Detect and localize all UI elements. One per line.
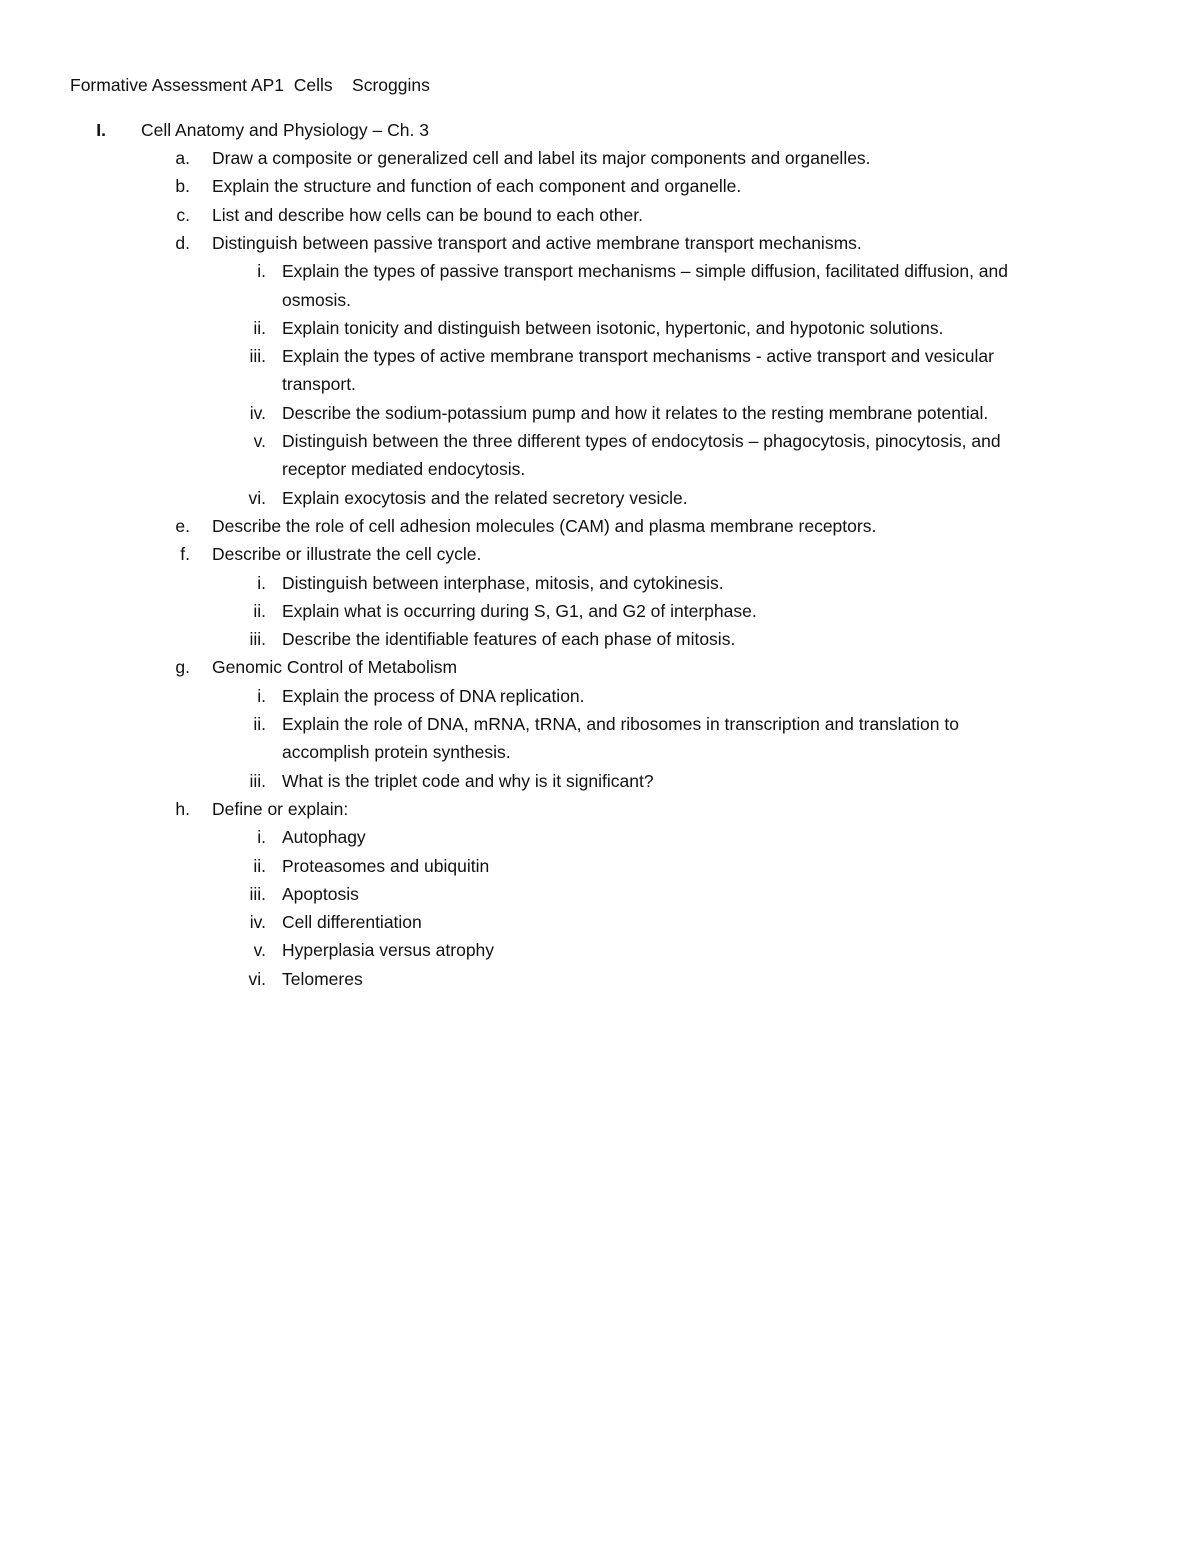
section-title: Cell Anatomy and Physiology – Ch. 3 — [141, 120, 429, 140]
list-item-text: Distinguish between interphase, mitosis, and cytokinesis. — [282, 572, 724, 593]
list-item-marker: iii. — [249, 883, 266, 904]
list-item-text: Hyperplasia versus atrophy — [282, 940, 495, 961]
list-item-marker: i. — [257, 685, 266, 706]
list-item-marker: f. — [180, 544, 190, 565]
list-item-text: Describe the identifiable features of each phase of mitosis. — [282, 629, 736, 650]
list-item-text: Explain the types of active membrane transport mechanisms - active transport and vesicular — [282, 346, 994, 367]
list-item — [0, 657, 1200, 685]
list-item — [0, 601, 1200, 629]
list-item — [0, 403, 1200, 431]
list-item — [0, 488, 1200, 516]
list-item-text: Explain the process of DNA replication. — [282, 685, 585, 706]
list-item-marker: h. — [175, 798, 190, 819]
list-item — [0, 686, 1200, 714]
list-item-marker: iii. — [249, 346, 266, 367]
list-item-text: Explain exocytosis and the related secretory vesicle. — [282, 487, 688, 508]
document-title: Formative Assessment AP1 Cells Scroggins — [70, 75, 430, 95]
list-item — [0, 940, 1200, 968]
list-item-marker: iv. — [249, 402, 266, 423]
list-item-text: receptor mediated endocytosis. — [282, 459, 526, 480]
list-item-marker: ii. — [253, 714, 266, 734]
list-item-text: Define or explain: — [212, 798, 349, 819]
list-item-text: Telomeres — [282, 968, 363, 989]
list-item-text: Explain the structure and function of each component and organelle. — [212, 176, 742, 197]
list-item-marker: i. — [257, 827, 266, 848]
list-item-text: Describe or illustrate the cell cycle. — [212, 544, 482, 565]
list-item-continuation — [0, 290, 1200, 318]
list-item — [0, 969, 1200, 997]
list-item-marker: ii. — [253, 317, 266, 338]
list-item-marker: g. — [175, 657, 190, 678]
list-item-text: Explain the types of passive transport mechanisms – simple diffusion, facilitated diffusion, and — [282, 261, 1008, 282]
list-item — [0, 799, 1200, 827]
list-item — [0, 856, 1200, 884]
list-item-text: accomplish protein synthesis. — [282, 742, 511, 763]
list-item-continuation — [0, 374, 1200, 402]
list-item-text: transport. — [282, 374, 356, 395]
list-item-marker: c. — [176, 204, 190, 225]
list-item-text: Describe the role of cell adhesion molecules (CAM) and plasma membrane receptors. — [212, 515, 877, 536]
list-item — [0, 516, 1200, 544]
list-item-text: List and describe how cells can be bound to each other. — [212, 204, 643, 225]
list-item-marker: v. — [253, 431, 266, 451]
list-item — [0, 148, 1200, 176]
list-item — [0, 346, 1200, 374]
section-heading — [0, 120, 1200, 148]
list-item — [0, 884, 1200, 912]
list-item-text: Draw a composite or generalized cell and label its major components and organelles. — [212, 148, 871, 168]
list-item — [0, 233, 1200, 261]
list-item-marker: ii. — [253, 600, 266, 621]
list-item — [0, 544, 1200, 572]
list-item-marker: i. — [257, 572, 266, 593]
section-marker: I. — [96, 120, 106, 140]
list-item — [0, 205, 1200, 233]
list-item — [0, 714, 1200, 742]
list-item-marker: d. — [175, 232, 190, 253]
list-item-marker: b. — [175, 176, 190, 197]
list-item-text: Explain what is occurring during S, G1, and G2 of interphase. — [282, 600, 757, 621]
list-item-marker: vi. — [248, 968, 266, 989]
list-item — [0, 261, 1200, 289]
list-item-marker: iv. — [249, 912, 266, 933]
list-item-text: What is the triplet code and why is it significant? — [282, 770, 654, 791]
list-item-marker: iii. — [249, 629, 266, 650]
list-item-continuation — [0, 459, 1200, 487]
list-item-text: Distinguish between the three different types of endocytosis – phagocytosis, pinocytosis, and — [282, 431, 1001, 451]
list-item — [0, 771, 1200, 799]
list-item-continuation — [0, 742, 1200, 770]
list-item-text: Cell differentiation — [282, 912, 422, 933]
list-item — [0, 176, 1200, 204]
list-item — [0, 827, 1200, 855]
list-item-text: Explain the role of DNA, mRNA, tRNA, and ribosomes in transcription and translation to — [282, 714, 959, 734]
list-item-text: Autophagy — [282, 827, 366, 848]
list-item-marker: v. — [253, 940, 266, 961]
list-item-text: Distinguish between passive transport and active membrane transport mechanisms. — [212, 232, 862, 253]
list-item-text: osmosis. — [282, 289, 352, 310]
list-item — [0, 912, 1200, 940]
list-item-text: Genomic Control of Metabolism — [212, 657, 458, 678]
list-item — [0, 318, 1200, 346]
list-item-text: Apoptosis — [282, 883, 359, 904]
list-item-marker: vi. — [248, 487, 266, 508]
list-item-marker: ii. — [253, 855, 266, 876]
list-item — [0, 629, 1200, 657]
list-item-marker: a. — [175, 148, 190, 168]
list-item-marker: e. — [175, 515, 190, 536]
list-item-text: Proteasomes and ubiquitin — [282, 855, 490, 876]
list-item-text: Explain tonicity and distinguish between isotonic, hypertonic, and hypotonic solutions. — [282, 317, 944, 338]
list-item — [0, 573, 1200, 601]
list-item-marker: i. — [257, 261, 266, 282]
list-item — [0, 431, 1200, 459]
list-item-text: Describe the sodium-potassium pump and how it relates to the resting membrane potential. — [282, 402, 989, 423]
list-item-marker: iii. — [249, 770, 266, 791]
